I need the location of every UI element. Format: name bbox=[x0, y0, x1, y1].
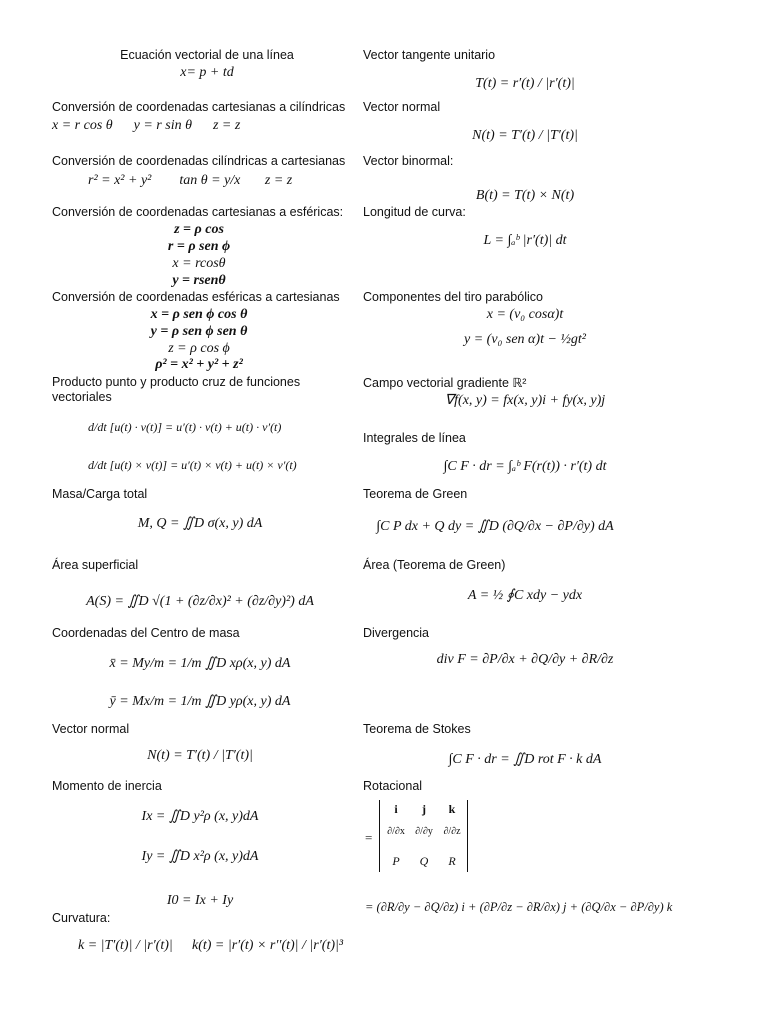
rotacional-determinant: = i j k ∂/∂x ∂/∂y ∂/∂z P Q R bbox=[365, 800, 480, 872]
eq-stokes: ∫C F · dr = ∬D rot F · k dA bbox=[448, 752, 602, 767]
eq-tangente: T(t) = r′(t) / |r′(t)| bbox=[475, 76, 575, 91]
eq-curvatura-1: k(t) = |r′(t) × r′′(t)| / |r′(t)|³ bbox=[192, 938, 344, 953]
heading-gradiente: Campo vectorial gradiente ℝ² bbox=[363, 376, 527, 390]
matrix-cell: P bbox=[392, 854, 400, 868]
eq-normal-left: N(t) = T′(t) / |T′(t)| bbox=[147, 748, 253, 763]
eq-longitud: L = ∫ₐᵇ |r′(t)| dt bbox=[483, 233, 567, 248]
eq-centro-1: ȳ = Mx/m = 1/m ∬D yρ(x, y) dA bbox=[109, 694, 291, 709]
eq-gradiente: ∇f(x, y) = fx(x, y)i + fy(x, y)j bbox=[444, 393, 606, 408]
matrix-cell: ∂/∂z bbox=[443, 826, 461, 837]
heading-curvatura: Curvatura: bbox=[52, 911, 111, 925]
eq-cart-esf-0: z = ρ cos bbox=[174, 222, 224, 237]
heading-area-sup: Área superficial bbox=[52, 558, 139, 572]
heading-stokes: Teorema de Stokes bbox=[363, 722, 471, 736]
eq-centro-0: x̄ = My/m = 1/m ∬D xρ(x, y) dA bbox=[109, 656, 291, 671]
heading-longitud: Longitud de curva: bbox=[363, 205, 466, 219]
eq-inercia-1: Iy = ∬D x²ρ (x, y)dA bbox=[141, 849, 259, 864]
heading-inercia: Momento de inercia bbox=[52, 779, 162, 793]
heading-producto: Producto punto y producto cruz de funciones vectoriales bbox=[52, 375, 301, 404]
eq-masa: M, Q = ∬D σ(x, y) dA bbox=[137, 516, 263, 531]
heading-tangente: Vector tangente unitario bbox=[363, 48, 496, 62]
heading-divergencia: Divergencia bbox=[363, 626, 430, 640]
matrix-cell: ∂/∂x bbox=[387, 826, 405, 837]
heading-normal-right: Vector normal bbox=[363, 100, 441, 114]
matrix-cell: i bbox=[394, 802, 398, 816]
eq-esf-cart-1: y = ρ sen ϕ sen θ bbox=[150, 324, 248, 339]
matrix-cell: ∂/∂y bbox=[415, 826, 433, 837]
heading-tiro: Componentes del tiro parabólico bbox=[363, 290, 543, 304]
eq-esf-cart-2: z = ρ cos ϕ bbox=[168, 341, 230, 356]
matrix-cell: j bbox=[422, 802, 426, 816]
heading-rotacional: Rotacional bbox=[363, 779, 423, 793]
matrix-cell: k bbox=[448, 802, 456, 816]
eq-producto-0: d/dt [u(t) · v(t)] = u′(t) · v(t) + u(t) · v′(t) bbox=[88, 420, 282, 434]
heading-binormal: Vector binormal: bbox=[363, 154, 454, 168]
eq-linea: x= p + td bbox=[180, 65, 234, 80]
heading-integrales-linea: Integrales de línea bbox=[363, 431, 466, 445]
eq-inercia-2: I0 = Ix + Iy bbox=[166, 893, 234, 908]
matrix-cell: R bbox=[448, 854, 456, 868]
eq-cart-esf-3: y = rsenθ bbox=[172, 273, 226, 288]
heading-linea: Ecuación vectorial de una línea bbox=[120, 48, 294, 62]
heading-esf-cart: Conversión de coordenadas esféricas a cartesianas bbox=[52, 290, 340, 304]
eq-tiro-0: x = (v₀ cosα)t bbox=[486, 307, 564, 322]
eq-cil-cart: r² = x² + y² tan θ = y/x z = z bbox=[88, 173, 293, 188]
heading-centro: Coordenadas del Centro de masa bbox=[52, 626, 240, 640]
eq-area-sup: A(S) = ∬D √(1 + (∂z/∂x)² + (∂z/∂y)²) dA bbox=[86, 594, 314, 609]
eq-cart-cil: x = r cos θ y = r sin θ z = z bbox=[52, 118, 241, 133]
heading-green: Teorema de Green bbox=[363, 487, 468, 501]
heading-masa: Masa/Carga total bbox=[52, 487, 148, 501]
heading-cart-esf: Conversión de coordenadas cartesianas a esféricas: bbox=[52, 205, 344, 219]
eq-producto-1: d/dt [u(t) × v(t)] = u′(t) × v(t) + u(t) × v′(t) bbox=[88, 458, 297, 472]
heading-cart-cil: Conversión de coordenadas cartesianas a cilíndricas bbox=[52, 100, 346, 114]
eq-cart-esf-2: x = rcosθ bbox=[172, 256, 226, 271]
eq-integrales-linea: ∫C F · dr = ∫ₐᵇ F(r(t)) · r′(t) dt bbox=[443, 459, 607, 474]
matrix-cell: Q bbox=[419, 854, 429, 868]
eq-divergencia: div F = ∂P/∂x + ∂Q/∂y + ∂R/∂z bbox=[436, 652, 614, 667]
eq-curvatura-0: k = |T′(t)| / |r′(t)| bbox=[78, 938, 173, 953]
eq-inercia-0: Ix = ∬D y²ρ (x, y)dA bbox=[141, 809, 259, 824]
eq-green: ∫C P dx + Q dy = ∬D (∂Q/∂x − ∂P/∂y) dA bbox=[376, 519, 614, 534]
eq-esf-cart-3: ρ² = x² + y² + z² bbox=[155, 357, 243, 372]
eq-binormal: B(t) = T(t) × N(t) bbox=[475, 188, 575, 203]
eq-area-green: A = ½ ∮C xdy − ydx bbox=[467, 588, 583, 603]
heading-normal-left: Vector normal bbox=[52, 722, 130, 736]
heading-cil-cart: Conversión de coordenadas cilíndricas a cartesianas bbox=[52, 154, 346, 168]
eq-esf-cart-0: x = ρ sen ϕ cos θ bbox=[150, 307, 248, 322]
eq-tiro-1: y = (v₀ sen α)t − ½gt² bbox=[463, 332, 587, 347]
eq-cart-esf-1: r = ρ sen ϕ bbox=[167, 239, 231, 254]
eq-normal-right: N(t) = T′(t) / |T′(t)| bbox=[472, 128, 578, 143]
eq-rotacional: = (∂R/∂y − ∂Q/∂z) i + (∂P/∂z − ∂R/∂x) j + (∂Q/∂x − ∂P/∂y) k bbox=[365, 900, 673, 914]
heading-area-green: Área (Teorema de Green) bbox=[363, 558, 506, 572]
